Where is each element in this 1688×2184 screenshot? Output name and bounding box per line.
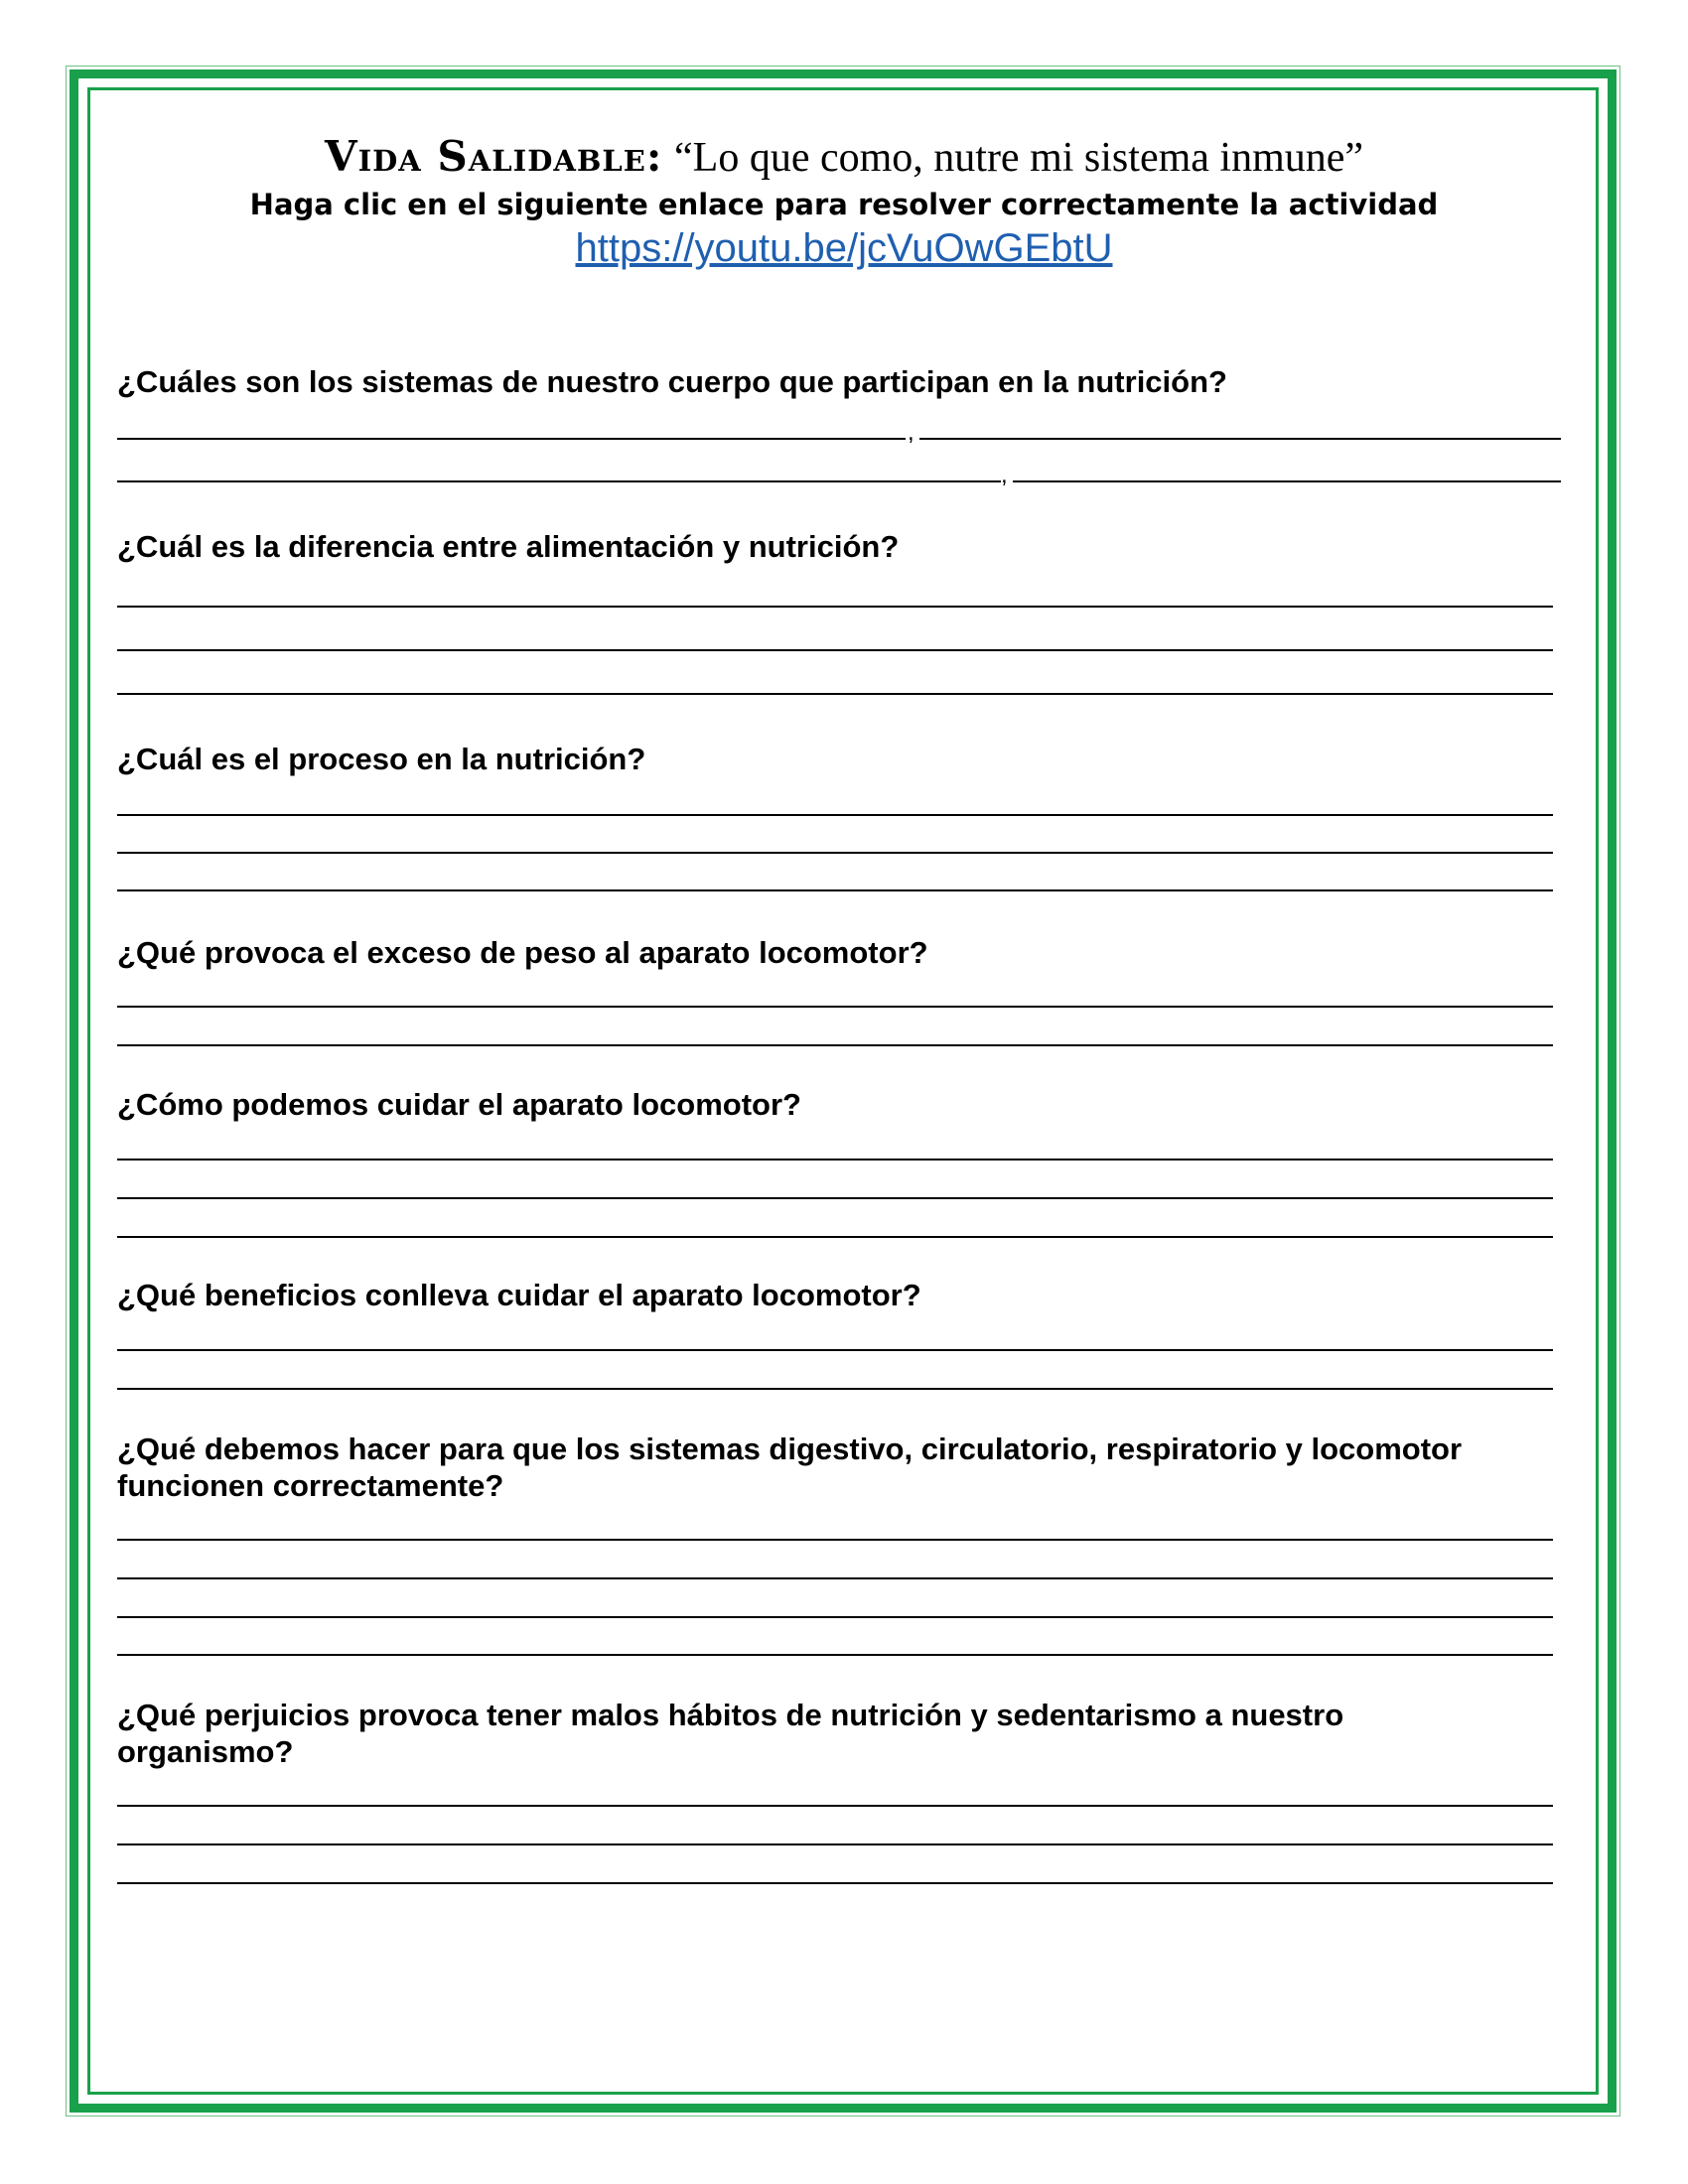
answer-separator: , — [908, 419, 914, 446]
answer-line[interactable] — [1013, 480, 1561, 482]
answer-line[interactable] — [117, 1616, 1553, 1618]
question-8: ¿Qué perjuicios provoca tener malos hábitos de nutrición y sedentarismo a nuestro — [117, 1698, 1344, 1732]
answer-line[interactable] — [117, 1843, 1553, 1845]
title-brand: Vida Salidable: — [324, 132, 663, 181]
answer-line[interactable] — [117, 1577, 1553, 1579]
answer-line[interactable] — [117, 1388, 1553, 1390]
question-1: ¿Cuáles son los sistemas de nuestro cuerpo que participan en la nutrición? — [117, 364, 1227, 399]
answer-line[interactable] — [117, 1044, 1553, 1046]
instruction-text: Haga clic en el siguiente enlace para resolver correctamente la actividad — [249, 188, 1439, 221]
question-4: ¿Qué provoca el exceso de peso al aparato locomotor? — [117, 935, 928, 970]
answer-line[interactable] — [117, 1805, 1553, 1807]
question-6: ¿Qué beneficios conlleva cuidar el aparato locomotor? — [117, 1278, 921, 1312]
answer-line[interactable] — [117, 1654, 1553, 1656]
answer-line[interactable] — [117, 814, 1553, 816]
answer-line[interactable] — [117, 1539, 1553, 1541]
question-7-continued: funcionen correctamente? — [117, 1468, 504, 1503]
answer-line[interactable] — [117, 1349, 1553, 1351]
answer-line[interactable] — [117, 889, 1553, 891]
answer-separator: , — [1001, 462, 1008, 488]
page-title — [0, 131, 1688, 184]
answer-line[interactable] — [117, 606, 1553, 608]
answer-line[interactable] — [117, 693, 1553, 695]
answer-line[interactable] — [117, 480, 1001, 482]
question-3: ¿Cuál es el proceso en la nutrición? — [117, 742, 646, 776]
title-quote: “Lo que como, nutre mi sistema inmune” — [674, 135, 1364, 181]
answer-line[interactable] — [919, 438, 1561, 440]
question-5: ¿Cómo podemos cuidar el aparato locomotor? — [117, 1087, 801, 1122]
video-link[interactable]: https://youtu.be/jcVuOwGEbtU — [575, 226, 1113, 270]
answer-line[interactable] — [117, 1197, 1553, 1199]
answer-line[interactable] — [117, 1159, 1553, 1160]
question-7: ¿Qué debemos hacer para que los sistemas digestivo, circulatorio, respiratorio y locomotor — [117, 1432, 1463, 1466]
answer-line[interactable] — [117, 649, 1553, 651]
answer-line[interactable] — [117, 1236, 1553, 1238]
answer-line[interactable] — [117, 1882, 1553, 1884]
answer-line[interactable] — [117, 852, 1553, 854]
answer-line[interactable] — [117, 438, 906, 440]
answer-line[interactable] — [117, 1006, 1553, 1008]
question-8-continued: organismo? — [117, 1734, 294, 1769]
question-2: ¿Cuál es la diferencia entre alimentación y nutrición? — [117, 529, 900, 564]
